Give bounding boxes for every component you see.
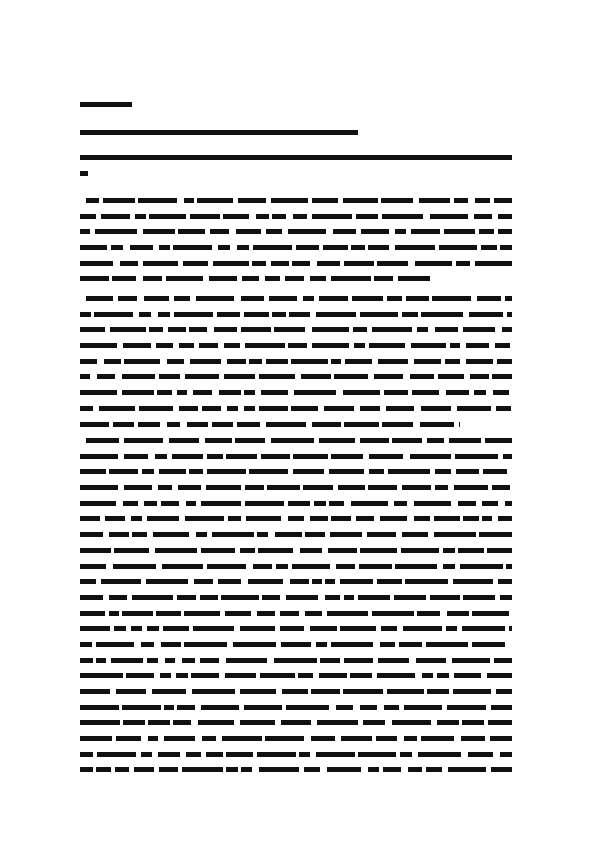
p2-line-5 <box>80 359 512 364</box>
p3-line-20 <box>80 736 512 741</box>
p3-line-2 <box>80 454 512 459</box>
p3-line-18 <box>80 705 512 710</box>
p2-line-3 <box>80 327 512 332</box>
p3-line-19 <box>80 720 512 725</box>
p3-line-6 <box>80 516 512 521</box>
paragraph-1 <box>80 198 512 292</box>
p2-line-6 <box>80 374 512 379</box>
p1-line-6 <box>80 276 512 281</box>
p3-line-8 <box>80 548 512 553</box>
p1-line-3 <box>80 229 512 234</box>
paragraph-2 <box>80 296 512 437</box>
p3-line-16 <box>80 673 512 678</box>
p2-line-4 <box>80 343 512 348</box>
p3-line-21 <box>80 752 512 757</box>
p1-line-1 <box>80 198 512 203</box>
p3-line-4 <box>80 485 512 490</box>
p3-line-5 <box>80 501 512 506</box>
p3-line-1 <box>80 438 512 443</box>
p3-line-13 <box>80 626 512 631</box>
p3-line-17 <box>80 689 512 694</box>
paragraph-3 <box>80 438 512 783</box>
p1-line-5 <box>80 261 512 266</box>
subtitle-block <box>80 155 512 186</box>
title-block <box>80 130 512 146</box>
subtitle-line-2 <box>80 171 512 176</box>
p2-line-7 <box>80 390 512 395</box>
p2-line-8 <box>80 406 512 411</box>
p3-line-11 <box>80 595 512 600</box>
p3-line-15 <box>80 658 512 663</box>
p2-line-1 <box>80 296 512 301</box>
page-label-line <box>80 102 512 107</box>
page-label-block <box>80 102 512 118</box>
p3-line-10 <box>80 579 512 584</box>
title-line <box>80 130 512 135</box>
p2-line-2 <box>80 312 512 317</box>
p3-line-3 <box>80 469 512 474</box>
subtitle-line-1 <box>80 155 512 160</box>
p2-line-9 <box>80 422 512 427</box>
p1-line-2 <box>80 214 512 219</box>
p3-line-14 <box>80 642 512 647</box>
p1-line-4 <box>80 245 512 250</box>
p3-line-7 <box>80 532 512 537</box>
p3-line-22 <box>80 767 512 772</box>
p3-line-12 <box>80 611 512 616</box>
p3-line-9 <box>80 564 512 569</box>
